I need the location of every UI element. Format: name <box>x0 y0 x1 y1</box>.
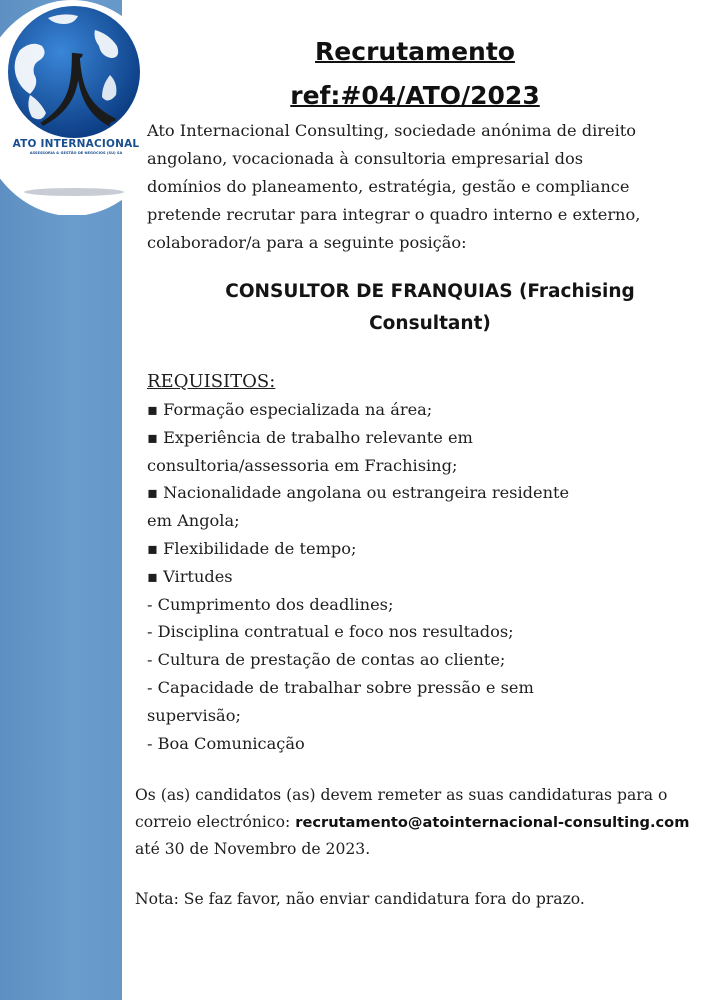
intro-line: pretende recrutar para integrar o quadro interno e externo, <box>147 205 641 224</box>
application-line-2 <box>135 809 703 836</box>
application-instructions <box>135 782 703 863</box>
logo-glyph: 人 <box>38 47 118 137</box>
requirement-line: ▪ Formação especializada na área; <box>147 400 433 419</box>
requirement-line: ▪ Virtudes <box>147 566 233 586</box>
title-line-1: Recrutamento <box>315 37 515 66</box>
requirement-line: - Cultura de prestação de contas ao cliente; <box>147 650 506 670</box>
requirements-section <box>147 368 687 757</box>
requirement-line: supervisão; <box>147 705 241 725</box>
page-title <box>230 30 600 118</box>
requirement-line: - Cumprimento dos deadlines; <box>147 594 394 614</box>
requirement-line: - Boa Comunicação <box>147 733 305 753</box>
company-logo <box>0 0 150 215</box>
intro-line: domínios do planeamento, estratégia, gestão e compliance <box>147 177 630 196</box>
title-reference: ref:#04/ATO/2023 <box>290 81 540 110</box>
application-email-link[interactable]: recrutamento@atointernacional-consulting.com <box>295 814 690 831</box>
requirements-heading: REQUISITOS: <box>147 371 276 392</box>
application-deadline: até 30 de Novembro de 2023. <box>135 840 371 858</box>
requirement-line: ▪ Nacionalidade angolana ou estrangeira residente <box>147 483 570 503</box>
logo-name: ATO INTERNACIONAL <box>12 138 140 150</box>
logo-tagline: ASSESSORIA & GESTÃO DE NEGÓCIOS (SU) SA <box>29 151 123 155</box>
requirement-line: ▪ Flexibilidade de tempo; <box>147 538 357 558</box>
position-title <box>180 276 680 340</box>
globe-icon <box>0 0 150 215</box>
requirement-line: - Disciplina contratual e foco nos resultados; <box>147 622 514 642</box>
position-line-2: Consultant) <box>369 313 491 334</box>
position-line-1: CONSULTOR DE FRANQUIAS (Frachising <box>225 281 635 302</box>
requirement-line: consultoria/assessoria em Frachising; <box>147 455 458 475</box>
deadline-note: Nota: Se faz favor, não enviar candidatura fora do prazo. <box>135 890 585 908</box>
intro-line: colaborador/a para a seguinte posição: <box>147 233 467 252</box>
email-label: correio electrónico: <box>135 813 296 831</box>
intro-paragraph <box>147 117 695 257</box>
requirement-line: em Angola; <box>147 511 240 531</box>
requirement-line: ▪ Experiência de trabalho relevante em <box>147 427 473 447</box>
application-line-1: Os (as) candidatos (as) devem remeter as suas candidaturas para o <box>135 786 668 804</box>
requirement-line: - Capacidade de trabalhar sobre pressão e sem <box>147 677 534 697</box>
intro-line: Ato Internacional Consulting, sociedade anónima de direito <box>147 121 637 140</box>
intro-line: angolano, vocacionada à consultoria empresarial dos <box>147 149 584 168</box>
